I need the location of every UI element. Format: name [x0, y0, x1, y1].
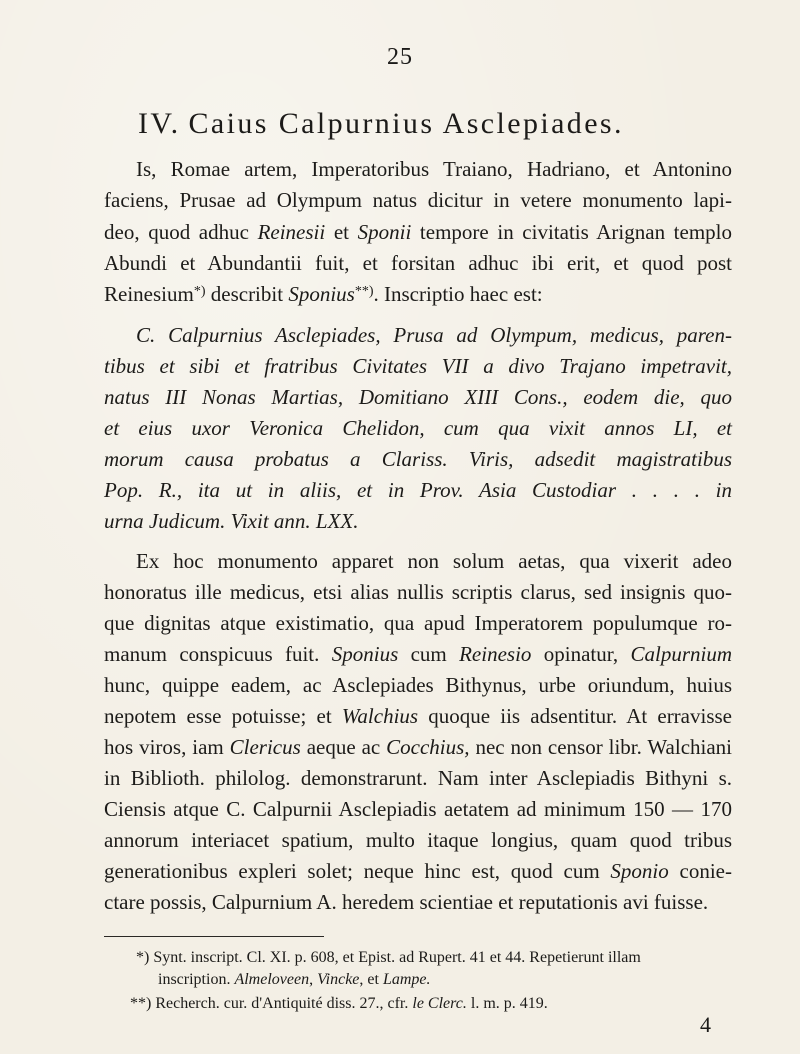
- text: quoque iis adsentitur. At erravisse: [418, 704, 732, 728]
- text-italic: Reinesii: [257, 220, 326, 244]
- inscription-line-1: C. Calpurnius Asclepiades, Prusa ad Olympum, medicus, paren-: [136, 323, 732, 347]
- footnote-1-line-1: *) Synt. inscript. Cl. XI. p. 608, et Epist. ad Rupert. 41 et 44. Repetierunt illam: [136, 949, 641, 966]
- text-italic: Vincke: [317, 971, 360, 988]
- section-name: Caius Calpurnius Asclepiades.: [188, 107, 624, 140]
- text-italic: Calpurnium: [630, 642, 732, 666]
- text: l. m. p. 419.: [466, 995, 548, 1012]
- text-italic: Sponii: [357, 220, 412, 244]
- para1-line-2: faciens, Prusae ad Olympum natus dicitur in vetere monumento lapi-: [104, 188, 732, 212]
- section-title: [138, 107, 624, 141]
- para2-line-7: [104, 734, 732, 760]
- text-italic: Lampe.: [382, 971, 431, 988]
- inscription-line-3: natus III Nonas Martias, Domitiano XIII Cons., eodem die, quo: [104, 385, 732, 409]
- text-italic: Walchius: [341, 704, 419, 728]
- para2-line-8: in Biblioth. philolog. demonstrarunt. Nam inter Asclepiadis Bithyni s.: [104, 766, 732, 790]
- footnote-marker: *): [193, 284, 206, 299]
- para1-line-1: Is, Romae artem, Imperatoribus Traiano, Hadriano, et Antonino: [136, 157, 732, 181]
- text: deo, quod adhuc: [104, 220, 258, 244]
- text: , et: [359, 971, 383, 988]
- para2-line-4: [104, 641, 732, 667]
- inscription-line-6: Pop. R., ita ut in aliis, et in Prov. Asia Custodiar . . . . in: [104, 478, 732, 502]
- signature-mark: 4: [700, 1012, 711, 1037]
- text-italic: Sponius: [288, 282, 355, 306]
- para2-line-10: annorum interiacet spatium, multo itaque longius, quam quod tribus: [104, 828, 732, 852]
- text-italic: Cocchius,: [386, 735, 470, 759]
- text: et: [325, 220, 358, 244]
- para2-line-5: hunc, quippe eadem, ac Asclepiades Bithynus, urbe oriundum, huius: [104, 673, 732, 697]
- text: ,: [309, 971, 318, 988]
- text-italic: Sponius: [331, 642, 399, 666]
- inscription-line-5: morum causa probatus a Clariss. Viris, adsedit magistratibus: [104, 447, 732, 471]
- footnote-marker: **): [354, 284, 374, 299]
- para1-line-4: Abundi et Abundantii fuit, et forsitan adhuc ibi erit, et quod post: [104, 251, 732, 275]
- text: **) Recherch. cur. d'Antiquité diss. 27., cfr.: [130, 995, 413, 1012]
- text: opinatur,: [531, 642, 631, 666]
- para1-line-3: [104, 219, 732, 245]
- footnote-rule: [104, 936, 324, 937]
- text: tempore in civitatis Arignan templo: [411, 220, 733, 244]
- page-number: 25: [387, 44, 413, 70]
- text: . Inscriptio haec est:: [373, 282, 543, 306]
- para2-line-1: Ex hoc monumento apparet non solum aetas, qua vixerit adeo: [136, 549, 732, 573]
- inscription-line-4: et eius uxor Veronica Chelidon, cum qua vixit annos LI, et: [104, 416, 732, 440]
- text: conie-: [668, 859, 732, 883]
- inscription-line-2: tibus et sibi et fratribus Civitates VII a divo Trajano impetravit,: [104, 354, 732, 378]
- text-italic: le Clerc.: [412, 995, 467, 1012]
- text: Reinesium: [104, 282, 194, 306]
- text: manum conspicuus fuit.: [104, 642, 332, 666]
- text-italic: Sponio: [610, 859, 669, 883]
- text-italic: Reinesio: [459, 642, 532, 666]
- text: generationibus expleri solet; neque hinc est, quod cum: [104, 859, 611, 883]
- para2-line-6: [104, 703, 732, 729]
- text: describit: [205, 282, 289, 306]
- para2-line-9: Ciensis atque C. Calpurnii Asclepiadis aetatem ad minimum 150 — 170: [104, 797, 732, 821]
- text-italic: Almeloveen: [234, 971, 310, 988]
- para2-line-12: ctare possis, Calpurnium A. heredem scientiae et reputationis avi fuisse.: [104, 890, 709, 914]
- text: nepotem esse potuisse; et: [104, 704, 342, 728]
- text: nec non censor libr. Walchiani: [469, 735, 732, 759]
- section-numeral: IV.: [138, 107, 181, 140]
- para2-line-2: honoratus ille medicus, etsi alias nullis scriptis clarus, sed insignis quo-: [104, 580, 732, 604]
- para2-line-3: que dignitas atque existimatio, qua apud Imperatorem populumque ro-: [104, 611, 732, 635]
- text-italic: Clericus: [229, 735, 301, 759]
- text: hos viros, iam: [104, 735, 230, 759]
- inscription-line-7: urna Judicum. Vixit ann. LXX.: [104, 509, 359, 533]
- text: cum: [398, 642, 460, 666]
- para2-line-11: [104, 858, 732, 884]
- para1-line-5: [104, 281, 732, 307]
- text: aeque ac: [300, 735, 387, 759]
- text: inscription.: [158, 971, 235, 988]
